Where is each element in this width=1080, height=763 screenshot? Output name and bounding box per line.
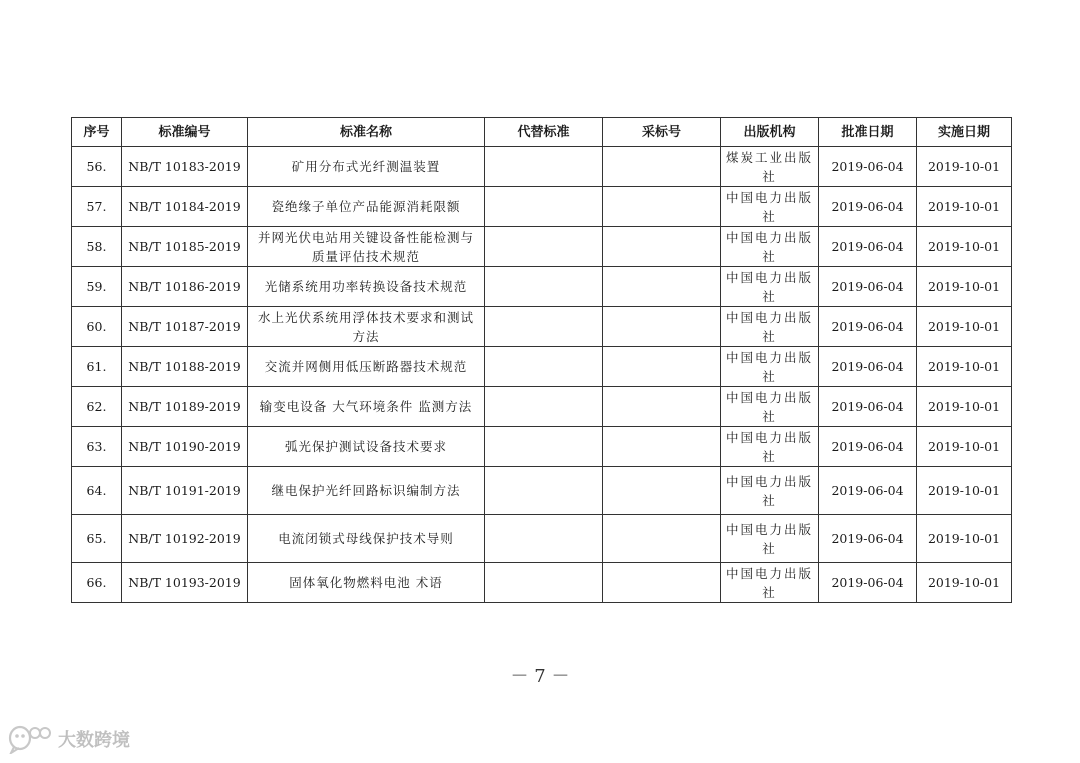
cell-publisher: 中国电力出版社 (721, 267, 819, 307)
standards-table (71, 117, 1012, 603)
cell-name: 矿用分布式光纤测温装置 (248, 147, 485, 187)
header-no: 序号 (72, 118, 122, 147)
cell-approved: 2019-06-04 (819, 307, 917, 347)
cell-effective: 2019-10-01 (917, 515, 1012, 563)
cell-approved: 2019-06-04 (819, 347, 917, 387)
cell-adopted (603, 427, 721, 467)
cell-code: NB/T 10186-2019 (122, 267, 248, 307)
table-row (72, 227, 1012, 267)
cell-approved: 2019-06-04 (819, 427, 917, 467)
cell-no: 57. (72, 187, 122, 227)
cell-replaces (485, 515, 603, 563)
cell-name: 光储系统用功率转换设备技术规范 (248, 267, 485, 307)
header-publisher: 出版机构 (721, 118, 819, 147)
cell-code: NB/T 10185-2019 (122, 227, 248, 267)
cell-approved: 2019-06-04 (819, 267, 917, 307)
cell-no: 62. (72, 387, 122, 427)
cell-approved: 2019-06-04 (819, 467, 917, 515)
cell-approved: 2019-06-04 (819, 515, 917, 563)
cell-publisher: 中国电力出版社 (721, 467, 819, 515)
cell-replaces (485, 227, 603, 267)
cell-publisher: 中国电力出版社 (721, 427, 819, 467)
cell-approved: 2019-06-04 (819, 227, 917, 267)
table-row (72, 187, 1012, 227)
cell-replaces (485, 267, 603, 307)
cell-replaces (485, 467, 603, 515)
cell-effective: 2019-10-01 (917, 347, 1012, 387)
cell-adopted (603, 467, 721, 515)
cell-no: 56. (72, 147, 122, 187)
cell-adopted (603, 307, 721, 347)
cell-effective: 2019-10-01 (917, 467, 1012, 515)
cell-adopted (603, 563, 721, 603)
cell-code: NB/T 10192-2019 (122, 515, 248, 563)
cell-publisher: 中国电力出版社 (721, 227, 819, 267)
chat-bubbles-logo-icon (8, 724, 52, 754)
cell-no: 59. (72, 267, 122, 307)
table-row (72, 147, 1012, 187)
cell-no: 58. (72, 227, 122, 267)
header-name: 标准名称 (248, 118, 485, 147)
cell-approved: 2019-06-04 (819, 563, 917, 603)
cell-approved: 2019-06-04 (819, 387, 917, 427)
cell-no: 66. (72, 563, 122, 603)
header-code: 标准编号 (122, 118, 248, 147)
cell-adopted (603, 347, 721, 387)
cell-replaces (485, 347, 603, 387)
cell-adopted (603, 515, 721, 563)
cell-publisher: 中国电力出版社 (721, 187, 819, 227)
cell-replaces (485, 427, 603, 467)
table-row (72, 467, 1012, 515)
cell-name: 并网光伏电站用关键设备性能检测与质量评估技术规范 (248, 227, 485, 267)
cell-effective: 2019-10-01 (917, 267, 1012, 307)
table-row (72, 307, 1012, 347)
cell-no: 63. (72, 427, 122, 467)
cell-adopted (603, 227, 721, 267)
table-row (72, 563, 1012, 603)
cell-name: 电流闭锁式母线保护技术导则 (248, 515, 485, 563)
cell-name: 弧光保护测试设备技术要求 (248, 427, 485, 467)
cell-approved: 2019-06-04 (819, 187, 917, 227)
cell-name: 输变电设备 大气环境条件 监测方法 (248, 387, 485, 427)
header-approved: 批准日期 (819, 118, 917, 147)
cell-code: NB/T 10184-2019 (122, 187, 248, 227)
cell-no: 65. (72, 515, 122, 563)
table-row (72, 267, 1012, 307)
cell-adopted (603, 187, 721, 227)
cell-adopted (603, 267, 721, 307)
cell-publisher: 中国电力出版社 (721, 347, 819, 387)
watermark-text: 大数跨境 (58, 730, 130, 751)
header-adopted: 采标号 (603, 118, 721, 147)
table-row (72, 427, 1012, 467)
cell-publisher: 中国电力出版社 (721, 563, 819, 603)
cell-no: 60. (72, 307, 122, 347)
cell-effective: 2019-10-01 (917, 387, 1012, 427)
cell-effective: 2019-10-01 (917, 427, 1012, 467)
cell-replaces (485, 147, 603, 187)
cell-name: 交流并网侧用低压断路器技术规范 (248, 347, 485, 387)
cell-effective: 2019-10-01 (917, 187, 1012, 227)
table-row (72, 515, 1012, 563)
cell-name: 水上光伏系统用浮体技术要求和测试方法 (248, 307, 485, 347)
cell-code: NB/T 10191-2019 (122, 467, 248, 515)
cell-replaces (485, 187, 603, 227)
cell-code: NB/T 10187-2019 (122, 307, 248, 347)
cell-adopted (603, 147, 721, 187)
cell-no: 64. (72, 467, 122, 515)
cell-effective: 2019-10-01 (917, 307, 1012, 347)
cell-replaces (485, 307, 603, 347)
watermark (8, 724, 130, 754)
cell-effective: 2019-10-01 (917, 147, 1012, 187)
cell-replaces (485, 563, 603, 603)
cell-name: 继电保护光纤回路标识编制方法 (248, 467, 485, 515)
cell-approved: 2019-06-04 (819, 147, 917, 187)
cell-code: NB/T 10183-2019 (122, 147, 248, 187)
cell-name: 固体氧化物燃料电池 术语 (248, 563, 485, 603)
cell-name: 瓷绝缘子单位产品能源消耗限额 (248, 187, 485, 227)
cell-code: NB/T 10188-2019 (122, 347, 248, 387)
cell-code: NB/T 10189-2019 (122, 387, 248, 427)
table-row (72, 387, 1012, 427)
cell-effective: 2019-10-01 (917, 227, 1012, 267)
cell-adopted (603, 387, 721, 427)
cell-no: 61. (72, 347, 122, 387)
table-header-row (72, 118, 1012, 147)
cell-publisher: 中国电力出版社 (721, 387, 819, 427)
cell-replaces (485, 387, 603, 427)
cell-effective: 2019-10-01 (917, 563, 1012, 603)
header-replaces: 代替标准 (485, 118, 603, 147)
cell-publisher: 中国电力出版社 (721, 515, 819, 563)
cell-code: NB/T 10193-2019 (122, 563, 248, 603)
header-effective: 实施日期 (917, 118, 1012, 147)
cell-publisher: 煤炭工业出版社 (721, 147, 819, 187)
cell-publisher: 中国电力出版社 (721, 307, 819, 347)
page-number: － 7 － (510, 666, 570, 687)
cell-code: NB/T 10190-2019 (122, 427, 248, 467)
table-row (72, 347, 1012, 387)
